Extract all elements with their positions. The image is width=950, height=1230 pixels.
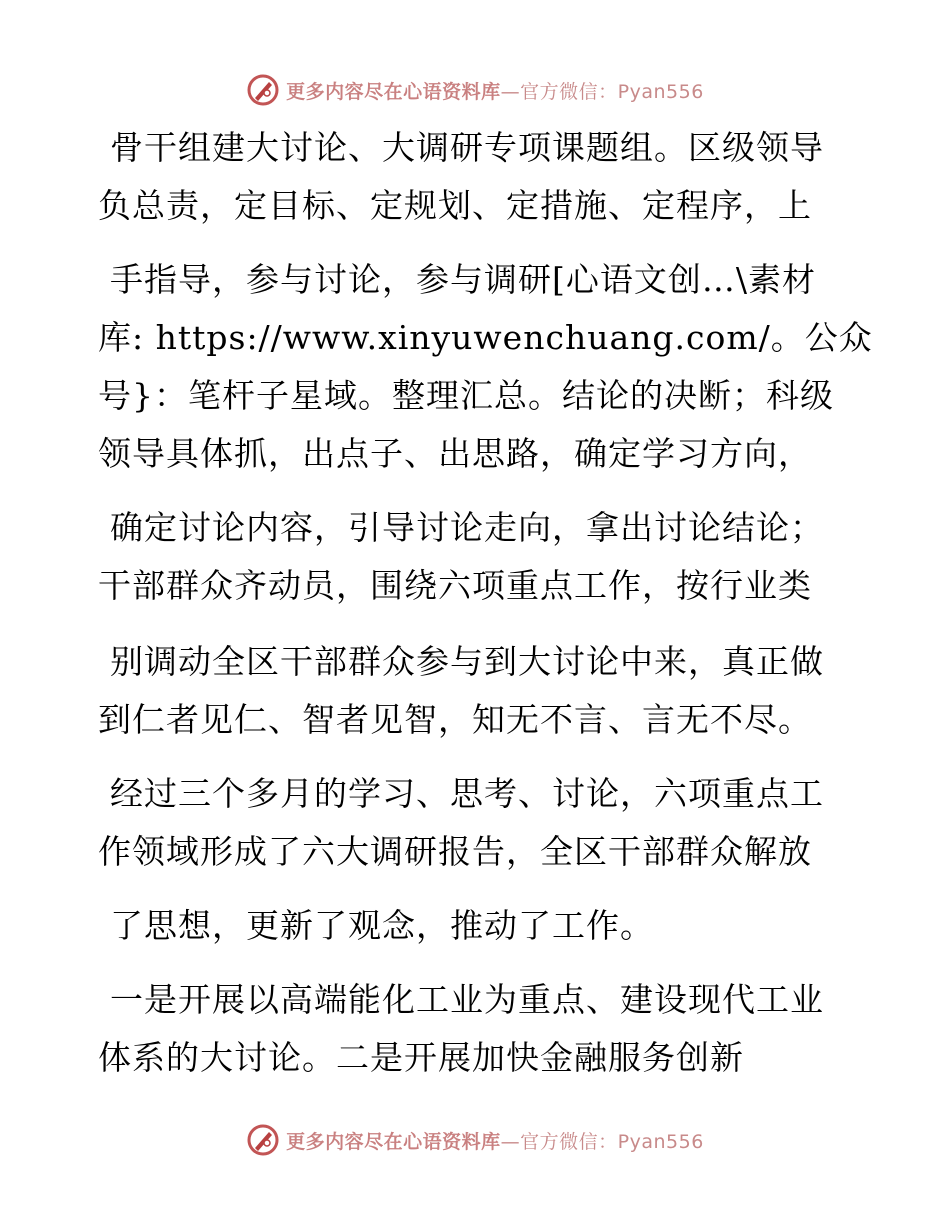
footer-watermark xyxy=(0,1120,950,1160)
body-line: 领导具体抓，出点子、出思路，确定学习方向， xyxy=(98,434,812,473)
body-line: 骨干组建大讨论、大调研专项课题组。区级领导 xyxy=(110,128,824,167)
watermark-text: 更多内容尽在心语资料库—官方微信：Pyan556 xyxy=(286,1130,704,1153)
watermark-text: 更多内容尽在心语资料库—官方微信：Pyan556 xyxy=(286,80,704,103)
body-line: 号}：笔杆子星域。整理汇总。结论的决断；科级 xyxy=(98,376,834,415)
pen-circle-logo-icon xyxy=(246,1123,280,1157)
body-line: 体系的大讨论。二是开展加快金融服务创新 xyxy=(98,1038,744,1077)
body-line: 库: https://www.xinyuwenchuang.com/。公众 xyxy=(98,318,873,357)
body-line: 别调动全区干部群众参与到大讨论中来，真正做 xyxy=(110,642,824,681)
body-line: 了思想，更新了观念，推动了工作。 xyxy=(110,906,654,945)
body-line: 作领域形成了六大调研报告，全区干部群众解放 xyxy=(98,832,812,871)
body-line: 负总责，定目标、定规划、定措施、定程序，上 xyxy=(98,186,812,225)
body-line: 手指导，参与讨论，参与调研[心语文创…\素材 xyxy=(110,260,816,299)
body-line: 一是开展以高端能化工业为重点、建设现代工业 xyxy=(110,980,824,1019)
body-line: 经过三个多月的学习、思考、讨论，六项重点工 xyxy=(110,774,824,813)
body-line: 到仁者见仁、智者见智，知无不言、言无不尽。 xyxy=(98,700,812,739)
body-line: 干部群众齐动员，围绕六项重点工作，按行业类 xyxy=(98,566,812,605)
body-line: 确定讨论内容，引导讨论走向，拿出讨论结论； xyxy=(110,508,824,547)
